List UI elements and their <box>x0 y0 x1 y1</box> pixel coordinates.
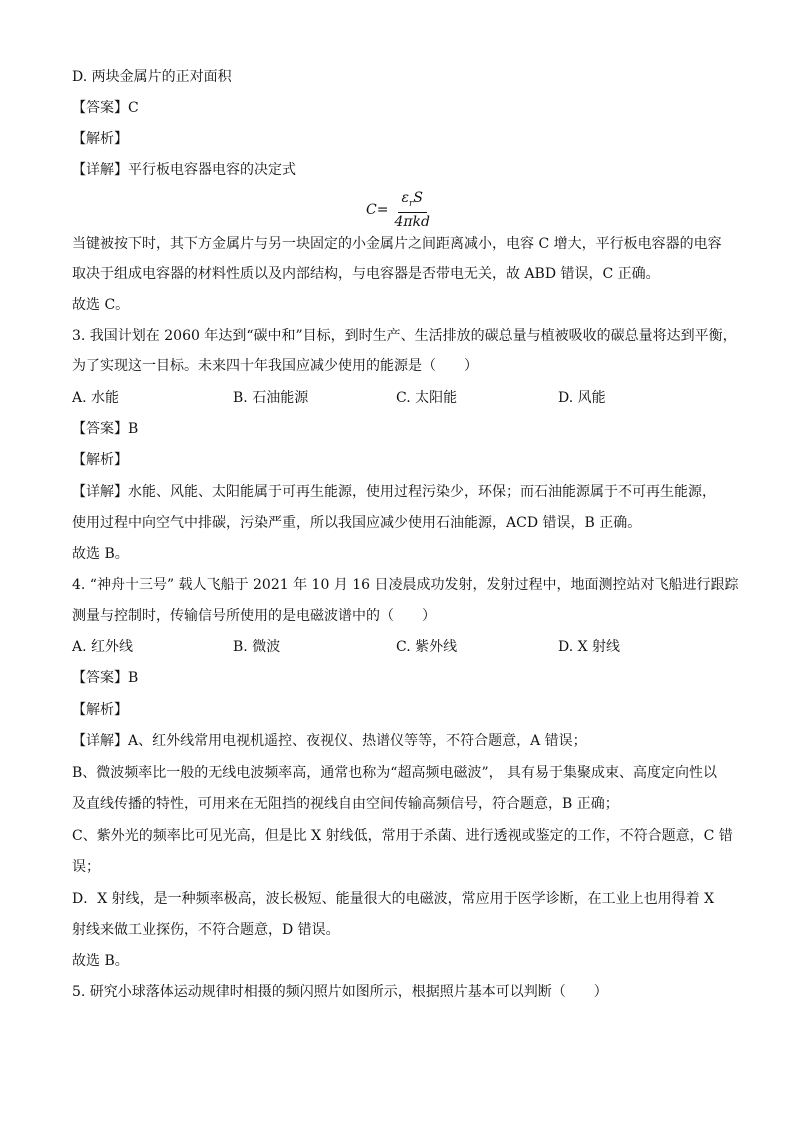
q4-option-b: B. 微波 <box>233 639 281 655</box>
q3-choose: 故选 B。 <box>72 546 129 562</box>
q2-choose: 故选 C。 <box>72 297 130 313</box>
formula-lhs: C= <box>366 202 389 218</box>
q3-option-d: D. 风能 <box>558 390 606 406</box>
formula-fraction <box>390 189 434 232</box>
q3-detail-line-2: 使用过程中向空气中排碳，污染严重，所以我国应减少使用石油能源，ACD 错误，B 正确。 <box>72 515 642 531</box>
q2-option-d: D. 两块金属片的正对面积 <box>72 69 232 85</box>
q4-answer: 【答案】B <box>72 670 139 686</box>
formula-numerator: $\varepsilon_rS$ <box>398 189 427 214</box>
q2-body-line-2: 取决于组成电容器的材料性质以及内部结构，与电容器是否带电无关，故 ABD 错误，C 正确。 <box>72 266 660 282</box>
q4-analysis-heading: 【解析】 <box>72 702 128 718</box>
q4-option-d: D. X 射线 <box>558 639 621 655</box>
q3-detail-line-1: 【详解】水能、风能、太阳能属于可再生能源，使用过程污染少，环保；而石油能源属于不可再生能源， <box>72 484 716 500</box>
q4-detail-line-4: C、紫外光的频率比可见光高，但是比 X 射线低，常用于杀菌、进行透视或鉴定的工作，不符合题意，C 错 <box>72 828 733 844</box>
q3-stem-line-2: 为了实现这一目标。未来四十年我国应减少使用的能源是（ ） <box>72 358 478 374</box>
q4-option-a: A. 红外线 <box>72 639 134 655</box>
q4-choose: 故选 B。 <box>72 953 129 969</box>
q4-option-c: C. 紫外线 <box>396 639 458 655</box>
q2-detail: 【详解】平行板电容器电容的决定式 <box>72 162 296 178</box>
q4-stem-line-1: 4. “神舟十三号” 载人飞船于 2021 年 10 月 16 日凌晨成功发射，发射过程中，地面测控站对飞船进行跟踪 <box>72 577 739 593</box>
q4-detail-line-6: D．X 射线，是一种频率极高，波长极短、能量很大的电磁波，常应用于医学诊断，在工业上也用得着 X <box>72 891 715 907</box>
q3-option-c: C. 太阳能 <box>396 390 458 406</box>
q3-option-b: B. 石油能源 <box>233 390 309 406</box>
q3-analysis-heading: 【解析】 <box>72 452 128 468</box>
q2-body-line-1: 当键被按下时，其下方金属片与另一块固定的小金属片之间距离减小，电容 C 增大，平行板电容器的电容 <box>72 236 722 252</box>
q3-option-a: A. 水能 <box>72 390 120 406</box>
q4-stem-line-2: 测量与控制时，传输信号所使用的是电磁波谱中的（ ） <box>72 608 436 624</box>
q3-answer: 【答案】B <box>72 421 139 437</box>
q4-detail-line-1: 【详解】A、红外线常用电视机遥控、夜视仪、热谱仪等等，不符合题意，A 错误； <box>72 733 587 749</box>
q2-answer: 【答案】C <box>72 100 139 116</box>
q5-stem: 5. 研究小球落体运动规律时相摄的频闪照片如图所示，根据照片基本可以判断（ ） <box>72 984 608 1000</box>
capacitance-formula <box>366 190 434 230</box>
q2-analysis-heading: 【解析】 <box>72 131 128 147</box>
q3-stem-line-1: 3. 我国计划在 2060 年达到“碳中和”目标，到时生产、生活排放的碳总量与植被吸收的碳总量将达到平衡， <box>72 328 737 344</box>
q4-detail-line-3: 及直线传播的特性，可用来在无阻挡的视线自由空间传输高频信号，符合题意，B 正确； <box>72 796 619 812</box>
q4-detail-line-2: B、微波频率比一般的无线电波频率高，通常也称为“超高频电磁波”， 具有易于集聚成束、高度定向性以 <box>72 765 718 781</box>
q4-detail-line-7: 射线来做工业探伤，不符合题意，D 错误。 <box>72 922 340 938</box>
q4-detail-line-5: 误； <box>72 859 100 875</box>
formula-denominator: 4πkd <box>394 214 431 231</box>
